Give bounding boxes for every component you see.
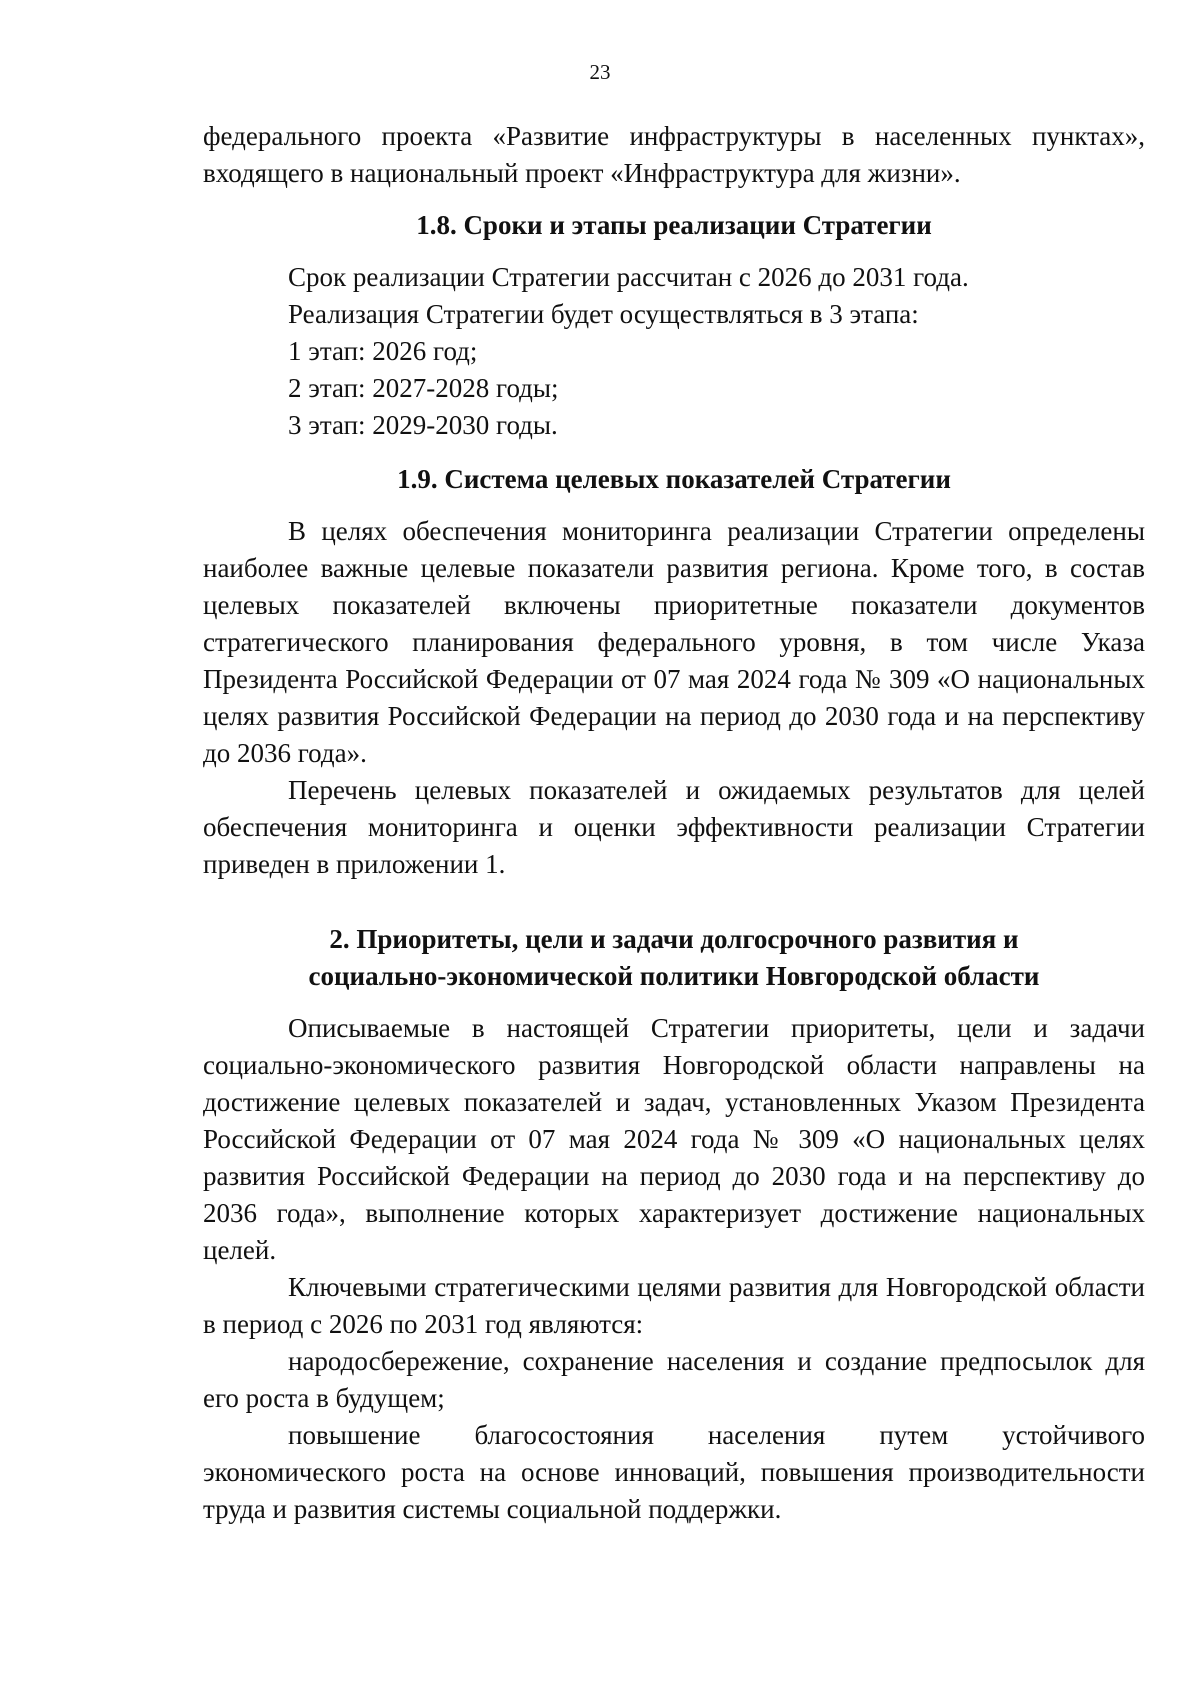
section-1-9-heading: 1.9. Система целевых показателей Стратегии bbox=[397, 464, 951, 494]
section-2-paragraph: Описываемые в настоящей Стратегии приоритеты, цели и задачи социально-экономического развития Новгородской области направлены на достижение целевых показателей и задач, установленных Указом Президента Российской Федерации от 07 мая 2024 года № 309 «О национальных целях развития Российской Федерации на период до 2030 года и на перспективу до 2036 года», выполнение которых характеризует достижение национальных целей. bbox=[203, 1013, 1145, 1265]
section-1-9-paragraph: Перечень целевых показателей и ожидаемых результатов для целей обеспечения мониторинга и оценки эффективности реализации Стратегии приведен в приложении 1. bbox=[203, 775, 1145, 879]
section-1-8-line: Срок реализации Стратегии рассчитан с 2026 до 2031 года. bbox=[288, 262, 969, 292]
section-1-8-stage: 1 этап: 2026 год; bbox=[288, 336, 478, 366]
intro-paragraph: федерального проекта «Развитие инфраструктуры в населенных пунктах», входящего в национальный проект «Инфраструктура для жизни». bbox=[203, 121, 1145, 188]
section-1-8-stage: 3 этап: 2029-2030 годы. bbox=[288, 410, 558, 440]
page-number: 23 bbox=[589, 60, 611, 84]
section-2-heading bbox=[203, 921, 1145, 995]
section-2-goal-item: народосбережение, сохранение населения и создание предпосылок для его роста в будущем; bbox=[203, 1346, 1145, 1413]
section-1-8-heading: 1.8. Сроки и этапы реализации Стратегии bbox=[416, 210, 932, 240]
section-2-paragraph: Ключевыми стратегическими целями развития для Новгородской области в период с 2026 по 2031 год являются: bbox=[203, 1272, 1145, 1339]
section-1-8-line: Реализация Стратегии будет осуществляться в 3 этапа: bbox=[288, 299, 919, 329]
section-1-8-stage: 2 этап: 2027-2028 годы; bbox=[288, 373, 559, 403]
section-2-heading-line-2: социально-экономической политики Новгородской области bbox=[308, 961, 1040, 991]
section-2-goal-item: повышение благосостояния населения путем устойчивого экономического роста на основе инноваций, повышения производительности труда и развития системы социальной поддержки. bbox=[203, 1420, 1145, 1524]
section-2-heading-line-1: 2. Приоритеты, цели и задачи долгосрочного развития и bbox=[329, 924, 1019, 954]
section-1-9-paragraph: В целях обеспечения мониторинга реализации Стратегии определены наиболее важные целевые показатели развития региона. Кроме того, в состав целевых показателей включены приоритетные показатели документов стратегического планирования федерального уровня, в том числе Указа Президента Российской Федерации от 07 мая 2024 года № 309 «О национальных целях развития Российской Федерации на период до 2030 года и на перспективу до 2036 года». bbox=[203, 516, 1145, 768]
document-body bbox=[203, 118, 1145, 1528]
